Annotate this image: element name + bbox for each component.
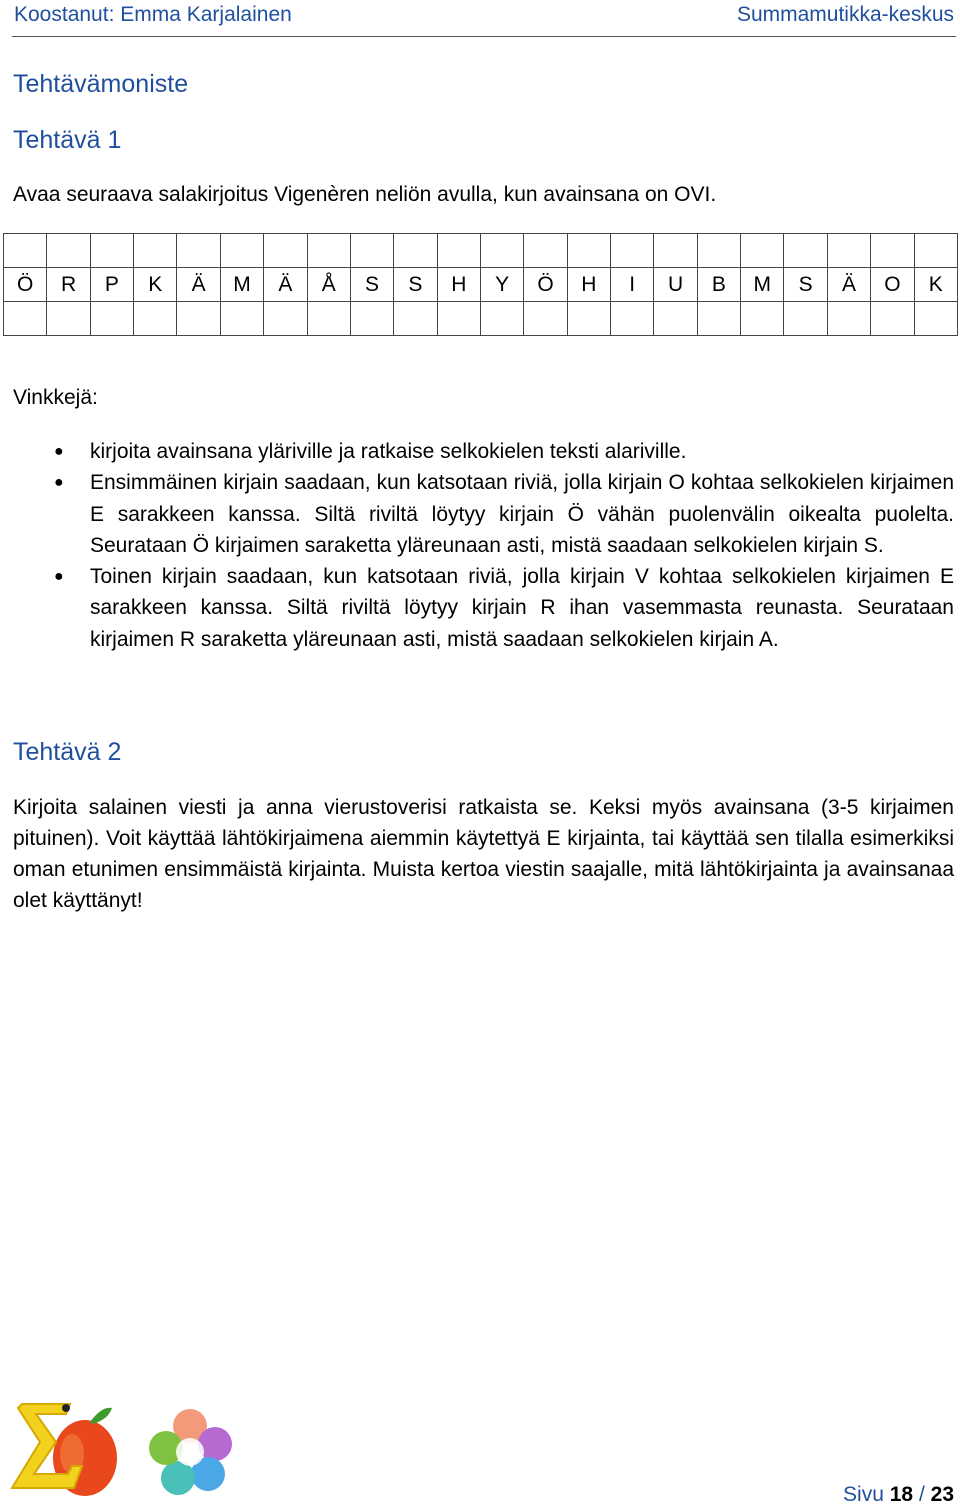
cipher-cell: K — [134, 268, 177, 302]
summamutikka-logo — [10, 1396, 245, 1506]
cipher-cell: S — [784, 268, 827, 302]
cipher-cell: H — [437, 268, 480, 302]
hint-item — [54, 561, 954, 655]
plaintext-cell — [177, 302, 220, 336]
key-cell — [307, 234, 350, 268]
key-cell — [741, 234, 784, 268]
plaintext-cell — [827, 302, 870, 336]
bullet-icon: ● — [54, 443, 64, 460]
plaintext-cell — [90, 302, 133, 336]
task2-title: Tehtävä 2 — [13, 738, 122, 766]
plaintext-cell — [914, 302, 957, 336]
cipher-cell: Å — [307, 268, 350, 302]
plaintext-cell — [611, 302, 654, 336]
plaintext-cell — [741, 302, 784, 336]
key-cell — [220, 234, 263, 268]
task1-title: Tehtävä 1 — [13, 126, 122, 154]
plaintext-cell — [394, 302, 437, 336]
plaintext-cell — [350, 302, 393, 336]
key-cell — [654, 234, 697, 268]
plaintext-cell — [437, 302, 480, 336]
key-cell — [827, 234, 870, 268]
plaintext-cell — [697, 302, 740, 336]
cipher-cell: Ä — [827, 268, 870, 302]
cipher-cell: M — [741, 268, 784, 302]
key-cell — [134, 234, 177, 268]
cipher-cell: Ä — [264, 268, 307, 302]
key-cell — [697, 234, 740, 268]
hint-item — [54, 436, 954, 467]
key-cell — [4, 234, 47, 268]
task1-instruction: Avaa seuraava salakirjoitus Vigenèren neliön avulla, kun avainsana on OVI. — [13, 183, 717, 206]
cipher-table — [3, 233, 958, 336]
key-cell — [524, 234, 567, 268]
hint-item — [54, 467, 954, 561]
key-cell — [480, 234, 523, 268]
key-cell — [784, 234, 827, 268]
key-cell — [90, 234, 133, 268]
cipher-cell: P — [90, 268, 133, 302]
key-cell — [394, 234, 437, 268]
plaintext-cell — [264, 302, 307, 336]
cipher-cell: H — [567, 268, 610, 302]
hint-text: Toinen kirjain saadaan, kun katsotaan riviä, jolla kirjain V kohtaa selkokielen kirjaimen E sarakkeen kanssa. Siltä riviltä löytyy kirjain R ihan vasemmasta reunasta. Seurataan kirjaimen R saraketta yläreunaan asti, mistä saadaan selkokielen kirjain A. — [90, 565, 954, 651]
organization-label: Summamutikka-keskus — [736, 3, 954, 26]
plaintext-cell — [654, 302, 697, 336]
plaintext-cell — [47, 302, 90, 336]
cipher-cell: I — [611, 268, 654, 302]
cipher-cell: B — [697, 268, 740, 302]
plaintext-cell — [134, 302, 177, 336]
key-cell — [47, 234, 90, 268]
task2-text: Kirjoita salainen viesti ja anna vierustoverisi ratkaista se. Keksi myös avainsana (3-5 kirjaimen pituinen). Voit käyttää lähtökirjaimena aiemmin käytettyä E kirjainta, tai käyttää sen tilalla esimerkiksi oman etunimen ensimmäistä kirjainta. Muista kertoa viestin saajalle, mitä lähtökirjainta ja avainsanaa olet käyttänyt! — [13, 796, 954, 912]
cipher-cell: S — [350, 268, 393, 302]
plaintext-row — [4, 302, 958, 336]
page-total: 23 — [930, 1483, 954, 1506]
cipher-cell: R — [47, 268, 90, 302]
author-label: Koostanut: Emma Karjalainen — [14, 3, 292, 26]
page-current: 18 — [889, 1483, 914, 1506]
key-cell — [871, 234, 914, 268]
plaintext-cell — [220, 302, 263, 336]
plaintext-cell — [4, 302, 47, 336]
key-cell — [350, 234, 393, 268]
key-cell — [177, 234, 220, 268]
cipher-cell: Y — [480, 268, 523, 302]
key-row — [4, 234, 958, 268]
cipher-row — [4, 268, 958, 302]
key-cell — [437, 234, 480, 268]
key-cell — [264, 234, 307, 268]
bullet-icon: ● — [54, 568, 64, 586]
page-number — [843, 1483, 954, 1507]
key-cell — [914, 234, 957, 268]
plaintext-cell — [480, 302, 523, 336]
hint-text: kirjoita avainsana yläriville ja ratkaise selkokielen teksti alariville. — [90, 440, 687, 463]
page-separator: / — [918, 1483, 925, 1506]
cipher-cell: Ä — [177, 268, 220, 302]
section-title: Tehtävämoniste — [13, 70, 189, 98]
hint-text: Ensimmäinen kirjain saadaan, kun katsotaan riviä, jolla kirjain O kohtaa selkokielen kirjaimen E sarakkeen kanssa. Siltä riviltä löytyy kirjain Ö vähän puolenvälin oikealta puolelta. Seurataan Ö kirjaimen saraketta yläreunaan asti, mistä saadaan selkokielen kirjain S. — [90, 471, 954, 557]
cipher-cell: S — [394, 268, 437, 302]
cipher-cell: K — [914, 268, 957, 302]
cipher-cell: U — [654, 268, 697, 302]
plaintext-cell — [307, 302, 350, 336]
plaintext-cell — [784, 302, 827, 336]
cipher-cell: M — [220, 268, 263, 302]
hints-list — [54, 436, 954, 655]
cipher-cell: Ö — [4, 268, 47, 302]
cipher-cell: Ö — [524, 268, 567, 302]
plaintext-cell — [567, 302, 610, 336]
page-header — [12, 0, 956, 37]
hints-title: Vinkkejä: — [13, 386, 98, 409]
page-label: Sivu — [843, 1483, 884, 1506]
plaintext-cell — [524, 302, 567, 336]
cipher-cell: O — [871, 268, 914, 302]
bullet-icon: ● — [54, 474, 64, 492]
key-cell — [567, 234, 610, 268]
key-cell — [611, 234, 654, 268]
plaintext-cell — [871, 302, 914, 336]
